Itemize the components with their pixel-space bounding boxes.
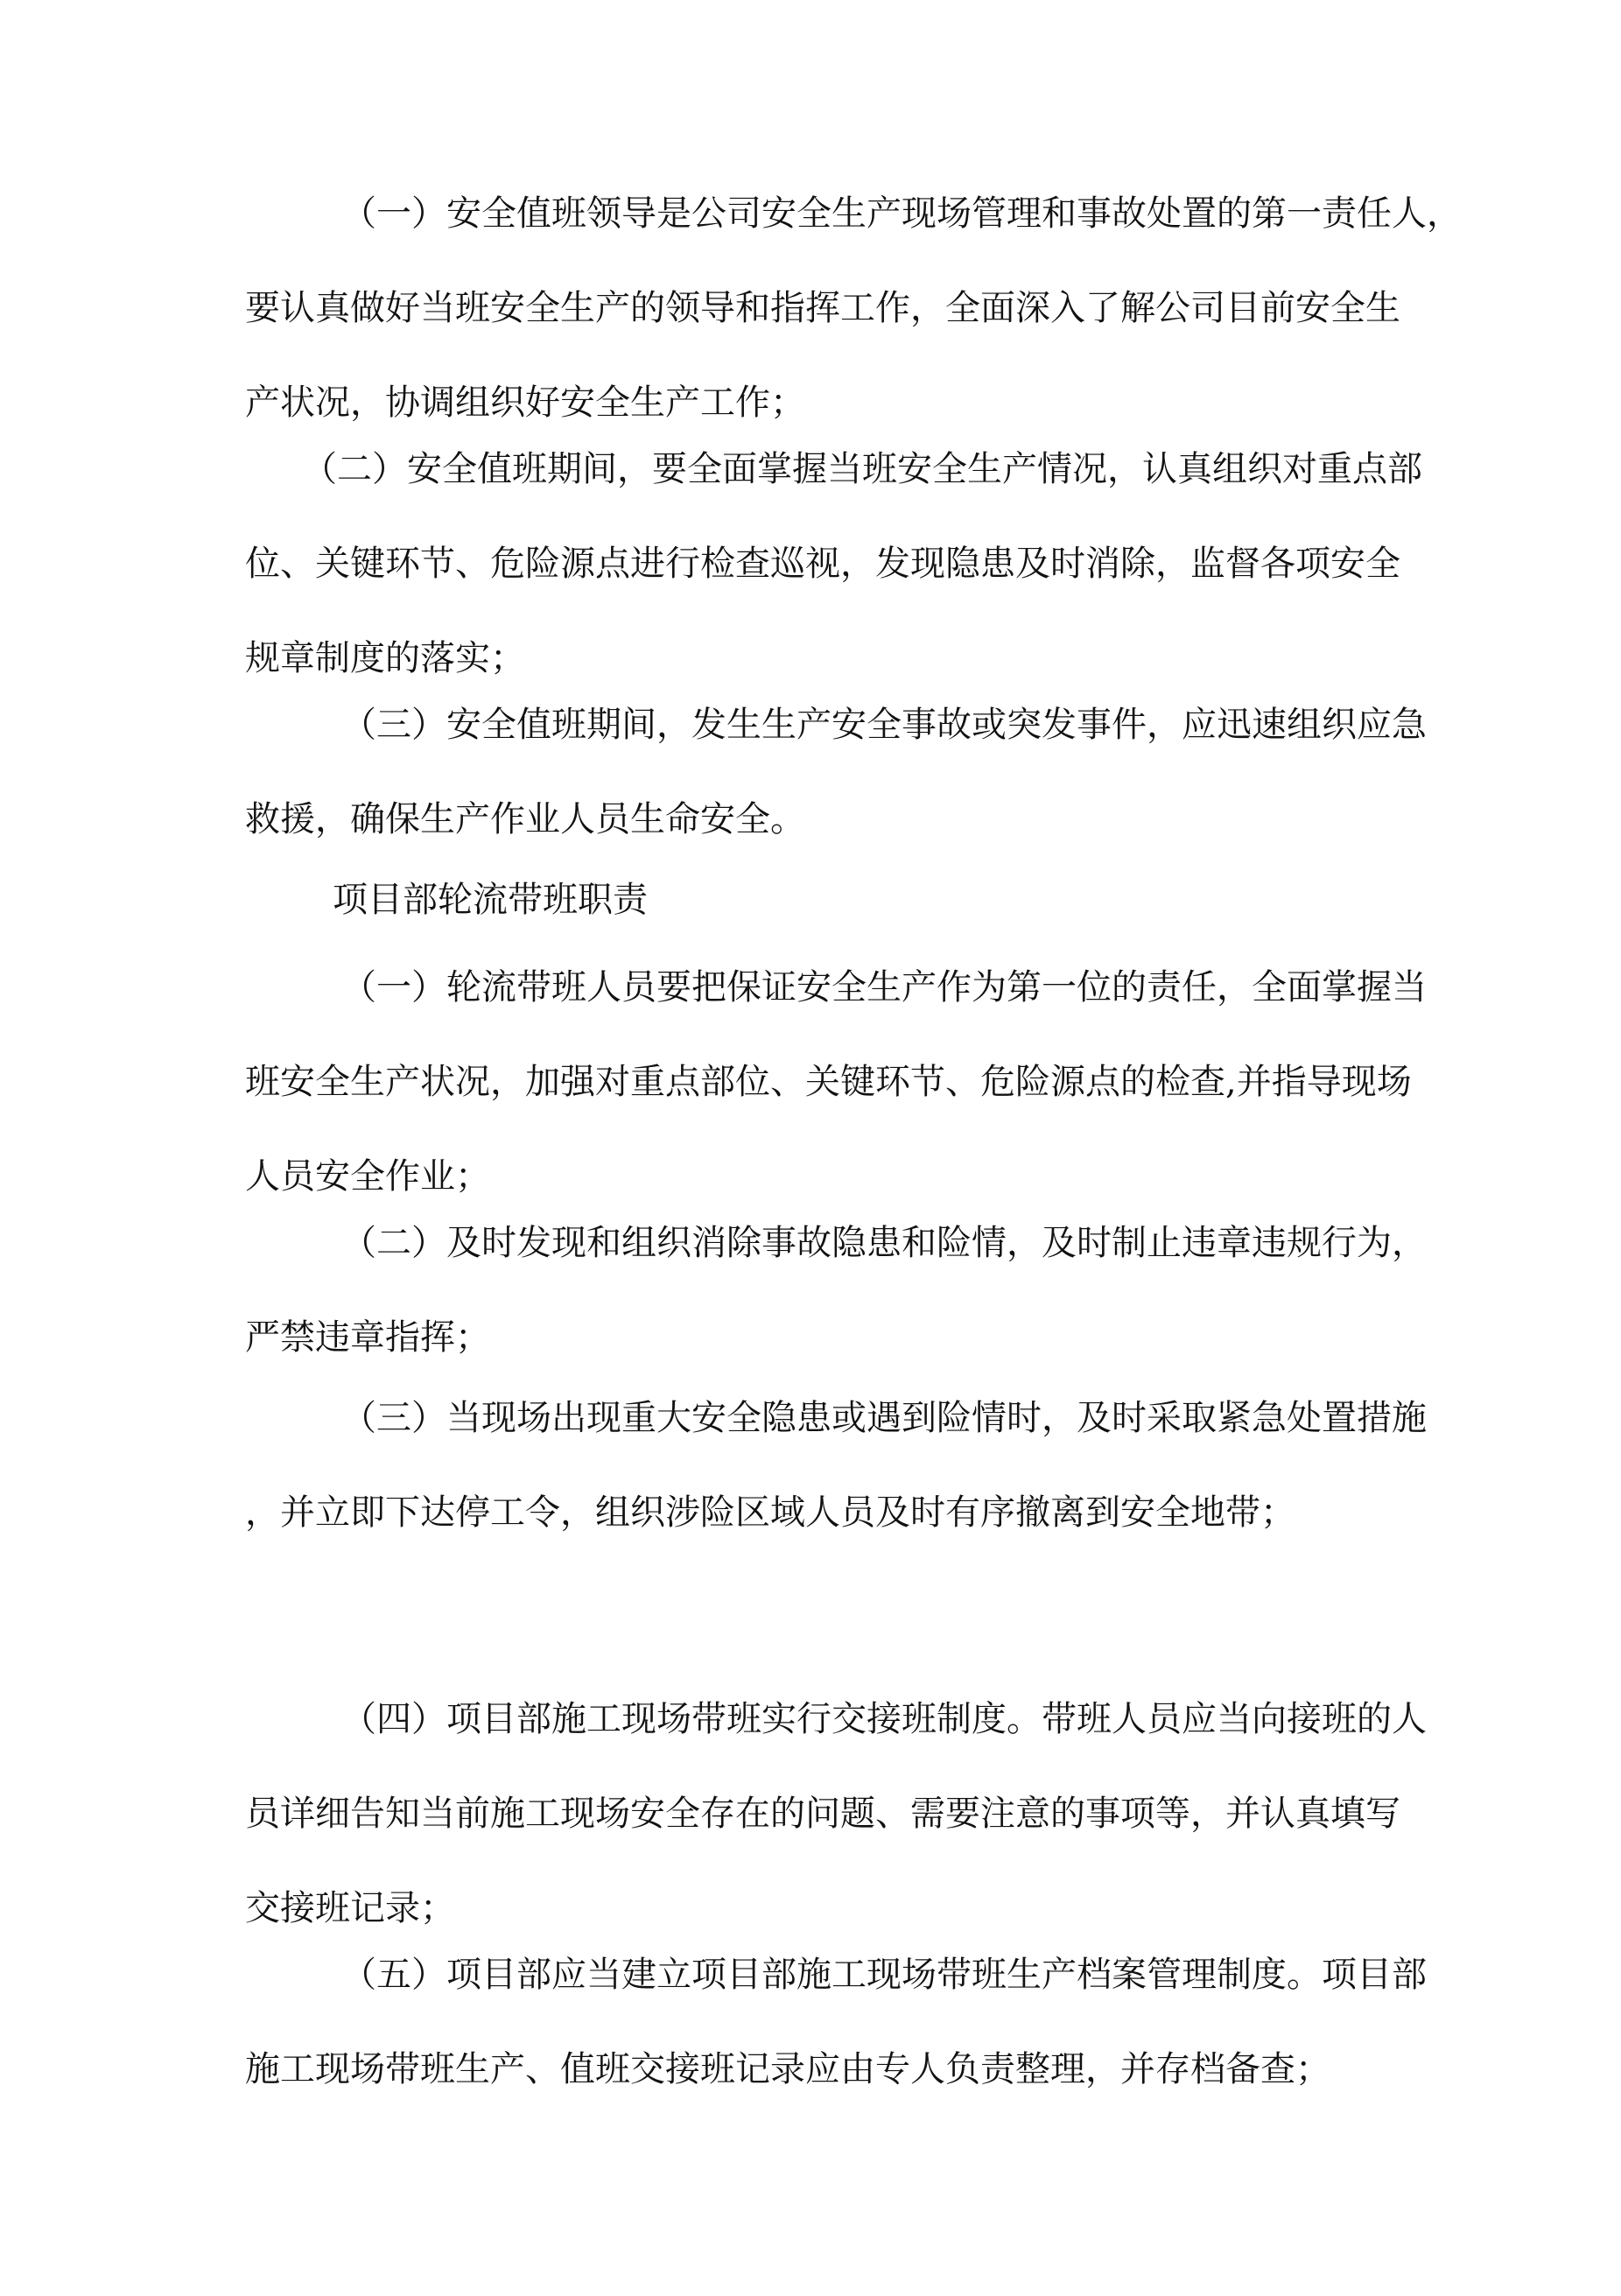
text-line: 位、关键环节、危险源点进行检查巡视，发现隐患及时消除，监督各项安全 [245, 544, 1400, 584]
text-line: 交接班记录； [245, 1888, 455, 1928]
text-line: （四）项目部施工现场带班实行交接班制度。带班人员应当向接班的人 [341, 1699, 1427, 1739]
paragraph-emergency [245, 678, 1427, 867]
text-line: ，并立即下达停工令，组织涉险区域人员及时有序撤离到安全地带； [245, 1492, 1295, 1533]
paragraph-emergency-measures [245, 1371, 1427, 1560]
text-line: （二）安全值班期间，要全面掌握当班安全生产情况，认真组织对重点部 [302, 449, 1422, 489]
paragraph-duty-period [245, 422, 1422, 706]
text-line: 员详细告知当前施工现场安全存在的问题、需要注意的事项等，并认真填写 [245, 1794, 1400, 1834]
text-line: 班安全生产状况，加强对重点部位、关键环节、危险源点的检查,并指导现场 [245, 1062, 1412, 1102]
section-heading [245, 853, 1392, 947]
text-line: 救援，确保生产作业人员生命安全。 [245, 799, 805, 839]
section-title: 项目部轮流带班职责 [333, 880, 648, 920]
text-line: 人员安全作业； [245, 1156, 490, 1197]
text-line: （五）项目部应当建立项目部施工现场带班生产档案管理制度。项目部 [341, 1955, 1427, 1995]
text-line: （一）轮流带班人员要把保证安全生产作为第一位的责任，全面掌握当 [341, 967, 1427, 1008]
text-line: 要认真做好当班安全生产的领导和指挥工作，全面深入了解公司目前安全生 [245, 288, 1400, 328]
paragraph-archive-management [245, 1927, 1427, 2117]
text-line: 施工现场带班生产、值班交接班记录应由专人负责整理，并存档备查； [245, 2049, 1330, 2089]
paragraph-hazard-elimination [245, 1196, 1427, 1385]
paragraph-shift-handover [245, 1672, 1427, 1955]
text-line: （二）及时发现和组织消除事故隐患和险情，及时制止违章违规行为， [341, 1223, 1427, 1263]
paragraph-rotation-duty [245, 940, 1427, 1224]
text-line: （三）当现场出现重大安全隐患或遇到险情时，及时采取紧急处置措施 [341, 1398, 1427, 1438]
paragraph-duty-leader [245, 166, 1462, 450]
text-line: （一）安全值班领导是公司安全生产现场管理和事故处置的第一责任人， [341, 193, 1462, 234]
text-line: （三）安全值班期间，发生生产安全事故或突发事件，应迅速组织应急 [341, 705, 1427, 745]
text-line: 严禁违章指挥； [245, 1317, 490, 1358]
text-line: 规章制度的落实； [245, 638, 525, 678]
text-line: 产状况，协调组织好安全生产工作； [245, 383, 805, 423]
